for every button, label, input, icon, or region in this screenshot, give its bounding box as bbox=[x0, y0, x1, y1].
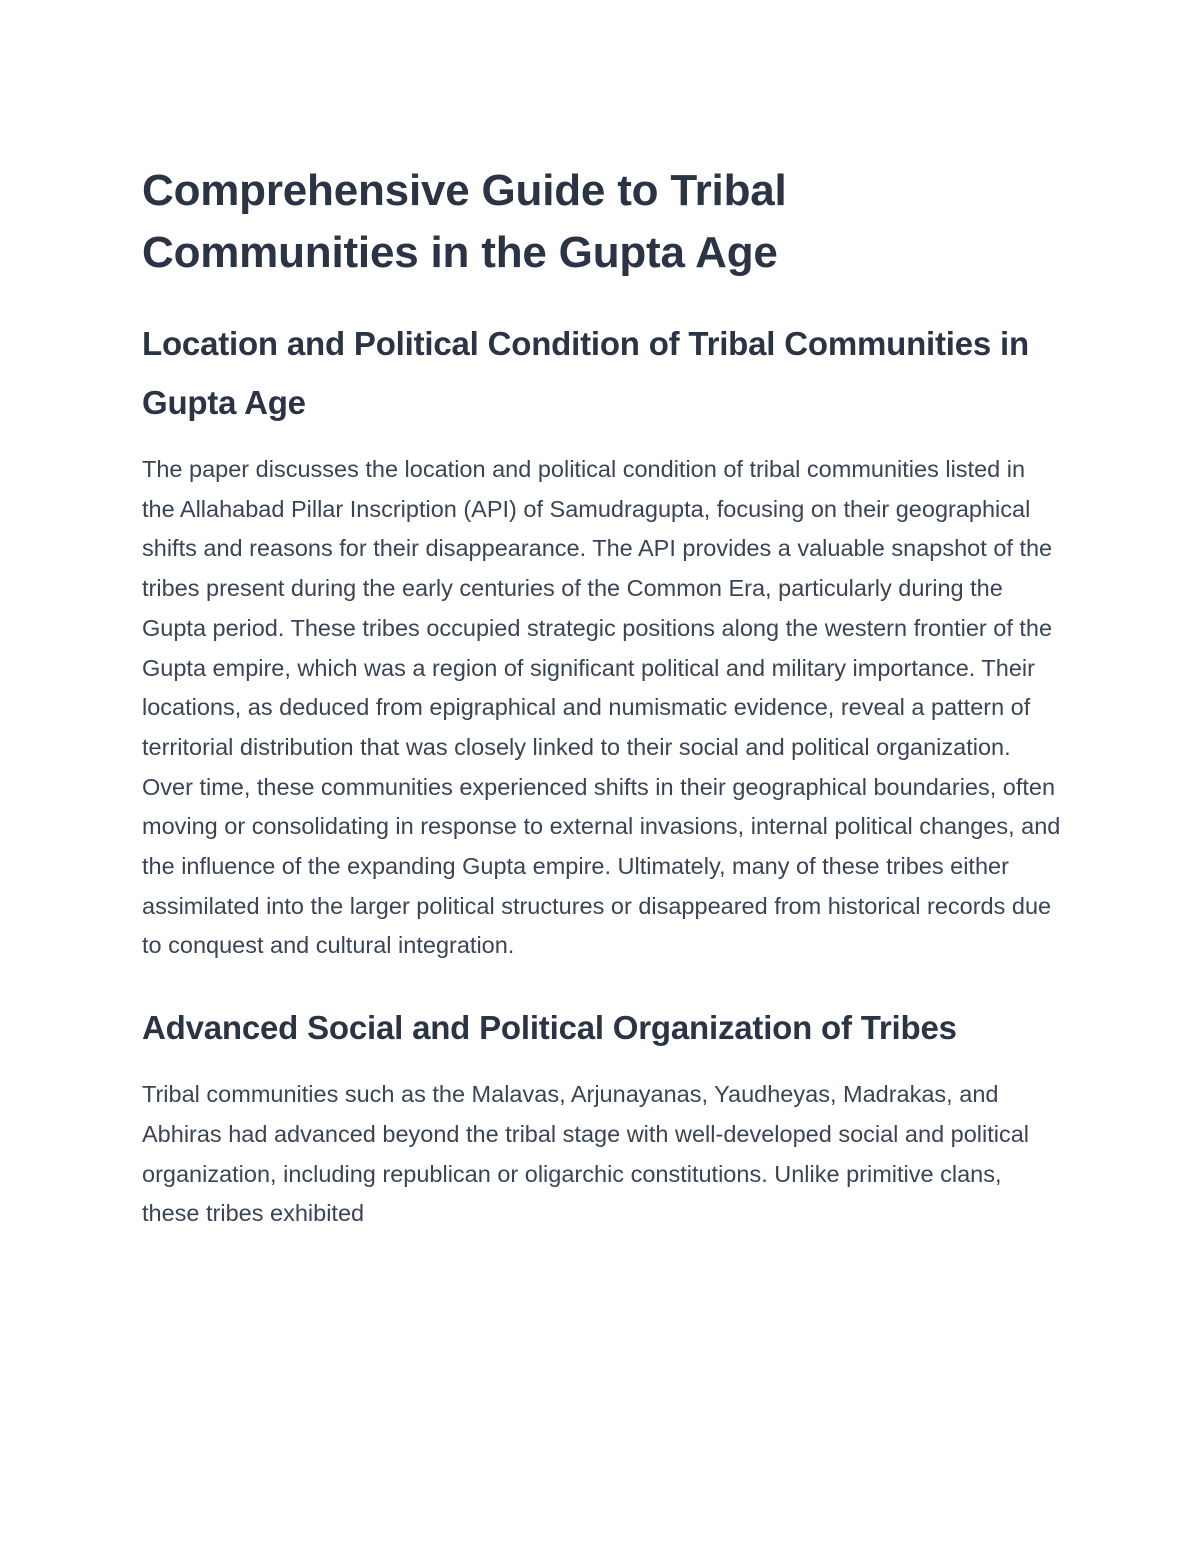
section-location-political bbox=[142, 314, 1062, 966]
section-social-organization bbox=[142, 998, 1062, 1234]
document-page bbox=[142, 160, 1062, 1264]
section-heading: Location and Political Condition of Tribal Communities in Gupta Age bbox=[142, 325, 1029, 421]
section-heading: Advanced Social and Political Organization of Tribes bbox=[142, 1009, 957, 1047]
section-paragraph: The paper discusses the location and political condition of tribal communities listed in the Allahabad Pillar Inscription (API) of Samudragupta, focusing on their geographical shifts and reasons for their disappearance. The API provides a valuable snapshot of the tribes present during the early centuries of the Common Era, particularly during the Gupta period. These tribes occupied strategic positions along the western frontier of the Gupta empire, which was a region of significant political and military importance. Their locations, as deduced from epigraphical and numismatic evidence, reveal a pattern of territorial distribution that was closely linked to their social and political organization. Over time, these communities experienced shifts in their geographical boundaries, often moving or consolidating in response to external invasions, internal political changes, and the influence of the expanding Gupta empire. Ultimately, many of these tribes either assimilated into the larger political structures or disappeared from historical records due to conquest and cultural integration. bbox=[142, 456, 1061, 959]
document-title: Comprehensive Guide to Tribal Communities in the Gupta Age bbox=[142, 166, 787, 277]
section-paragraph: Tribal communities such as the Malavas, Arjunayanas, Yaudheyas, Madrakas, and Abhiras had advanced beyond the tribal stage with well-developed social and political organization, including republican or oligarchic constitutions. Unlike primitive clans, these tribes exhibited bbox=[142, 1081, 1030, 1227]
